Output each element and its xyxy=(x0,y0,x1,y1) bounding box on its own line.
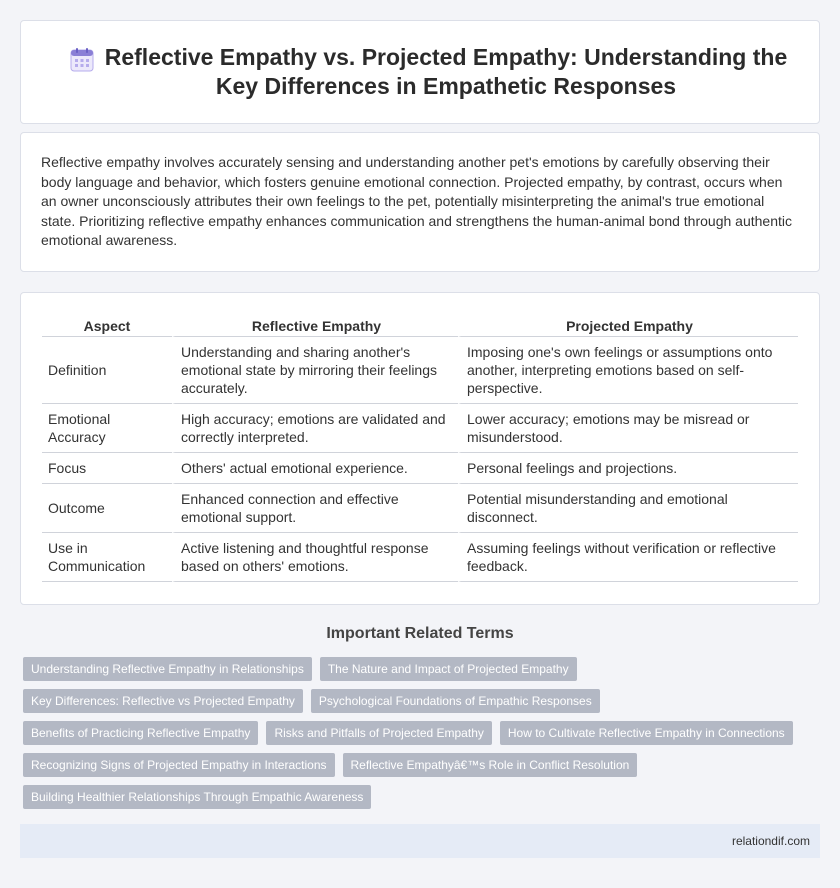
related-term-link[interactable]: The Nature and Impact of Projected Empathy xyxy=(320,657,577,681)
page-title: Reflective Empathy vs. Projected Empathy: Understanding the Key Differences in Empathetic Responses xyxy=(104,44,788,99)
related-terms-heading: Important Related Terms xyxy=(326,625,514,642)
table-row xyxy=(42,404,798,453)
table-cell-projected: Assuming feelings without verification or reflective feedback. xyxy=(458,533,798,582)
related-term-link[interactable]: Building Healthier Relationships Through Empathic Awareness xyxy=(23,785,371,809)
table-cell-reflective: High accuracy; emotions are validated and correctly interpreted. xyxy=(172,404,458,453)
table-row xyxy=(42,484,798,533)
header-card xyxy=(20,20,820,124)
table-cell-projected: Imposing one's own feelings or assumptions onto another, interpreting emotions based on self-perspective. xyxy=(458,337,798,404)
intro-card xyxy=(20,132,820,272)
table-cell-aspect: Outcome xyxy=(42,484,172,533)
related-term-link[interactable]: Understanding Reflective Empathy in Relationships xyxy=(23,657,312,681)
table-row xyxy=(42,533,798,582)
comparison-table xyxy=(42,313,798,582)
intro-paragraph: Reflective empathy involves accurately sensing and understanding another pet's emotions by carefully observing their body language and behavior, which fosters genuine emotional connection. Projected empathy, by contrast, occurs when an owner unconsciously attributes their own feelings to the pet, potentially misinterpreting the animal's true emotional state. Prioritizing reflective empathy enhances communication and strengthens the human-animal bond through authentic emotional awareness. xyxy=(41,154,792,248)
footer xyxy=(20,824,820,858)
table-row xyxy=(42,453,798,484)
column-header-reflective: Reflective Empathy xyxy=(172,313,458,337)
column-header-projected: Projected Empathy xyxy=(458,313,798,337)
table-cell-reflective: Others' actual emotional experience. xyxy=(172,453,458,484)
table-cell-reflective: Understanding and sharing another's emotional state by mirroring their feelings accurately. xyxy=(172,337,458,404)
related-term-link[interactable]: Reflective Empathyâ€™s Role in Conflict Resolution xyxy=(343,753,638,777)
table-row xyxy=(42,337,798,404)
column-header-aspect: Aspect xyxy=(42,313,172,337)
table-cell-aspect: Emotional Accuracy xyxy=(42,404,172,453)
table-header-row xyxy=(42,313,798,337)
related-term-link[interactable]: Psychological Foundations of Empathic Responses xyxy=(311,689,600,713)
related-term-link[interactable]: Benefits of Practicing Reflective Empathy xyxy=(23,721,258,745)
table-cell-projected: Lower accuracy; emotions may be misread or misunderstood. xyxy=(458,404,798,453)
related-term-link[interactable]: Key Differences: Reflective vs Projected Empathy xyxy=(23,689,303,713)
related-term-link[interactable]: Risks and Pitfalls of Projected Empathy xyxy=(266,721,491,745)
table-cell-projected: Personal feelings and projections. xyxy=(458,453,798,484)
table-cell-projected: Potential misunderstanding and emotional disconnect. xyxy=(458,484,798,533)
related-terms-list xyxy=(23,657,803,809)
comparison-table-card xyxy=(20,292,820,605)
table-cell-aspect: Focus xyxy=(42,453,172,484)
footer-site-name: relationdif.com xyxy=(731,834,810,848)
table-cell-aspect: Definition xyxy=(42,337,172,404)
table-cell-reflective: Active listening and thoughtful response based on others' emotions. xyxy=(172,533,458,582)
table-cell-aspect: Use in Communication xyxy=(42,533,172,582)
related-term-link[interactable]: Recognizing Signs of Projected Empathy in Interactions xyxy=(23,753,335,777)
related-term-link[interactable]: How to Cultivate Reflective Empathy in Connections xyxy=(500,721,793,745)
table-cell-reflective: Enhanced connection and effective emotional support. xyxy=(172,484,458,533)
